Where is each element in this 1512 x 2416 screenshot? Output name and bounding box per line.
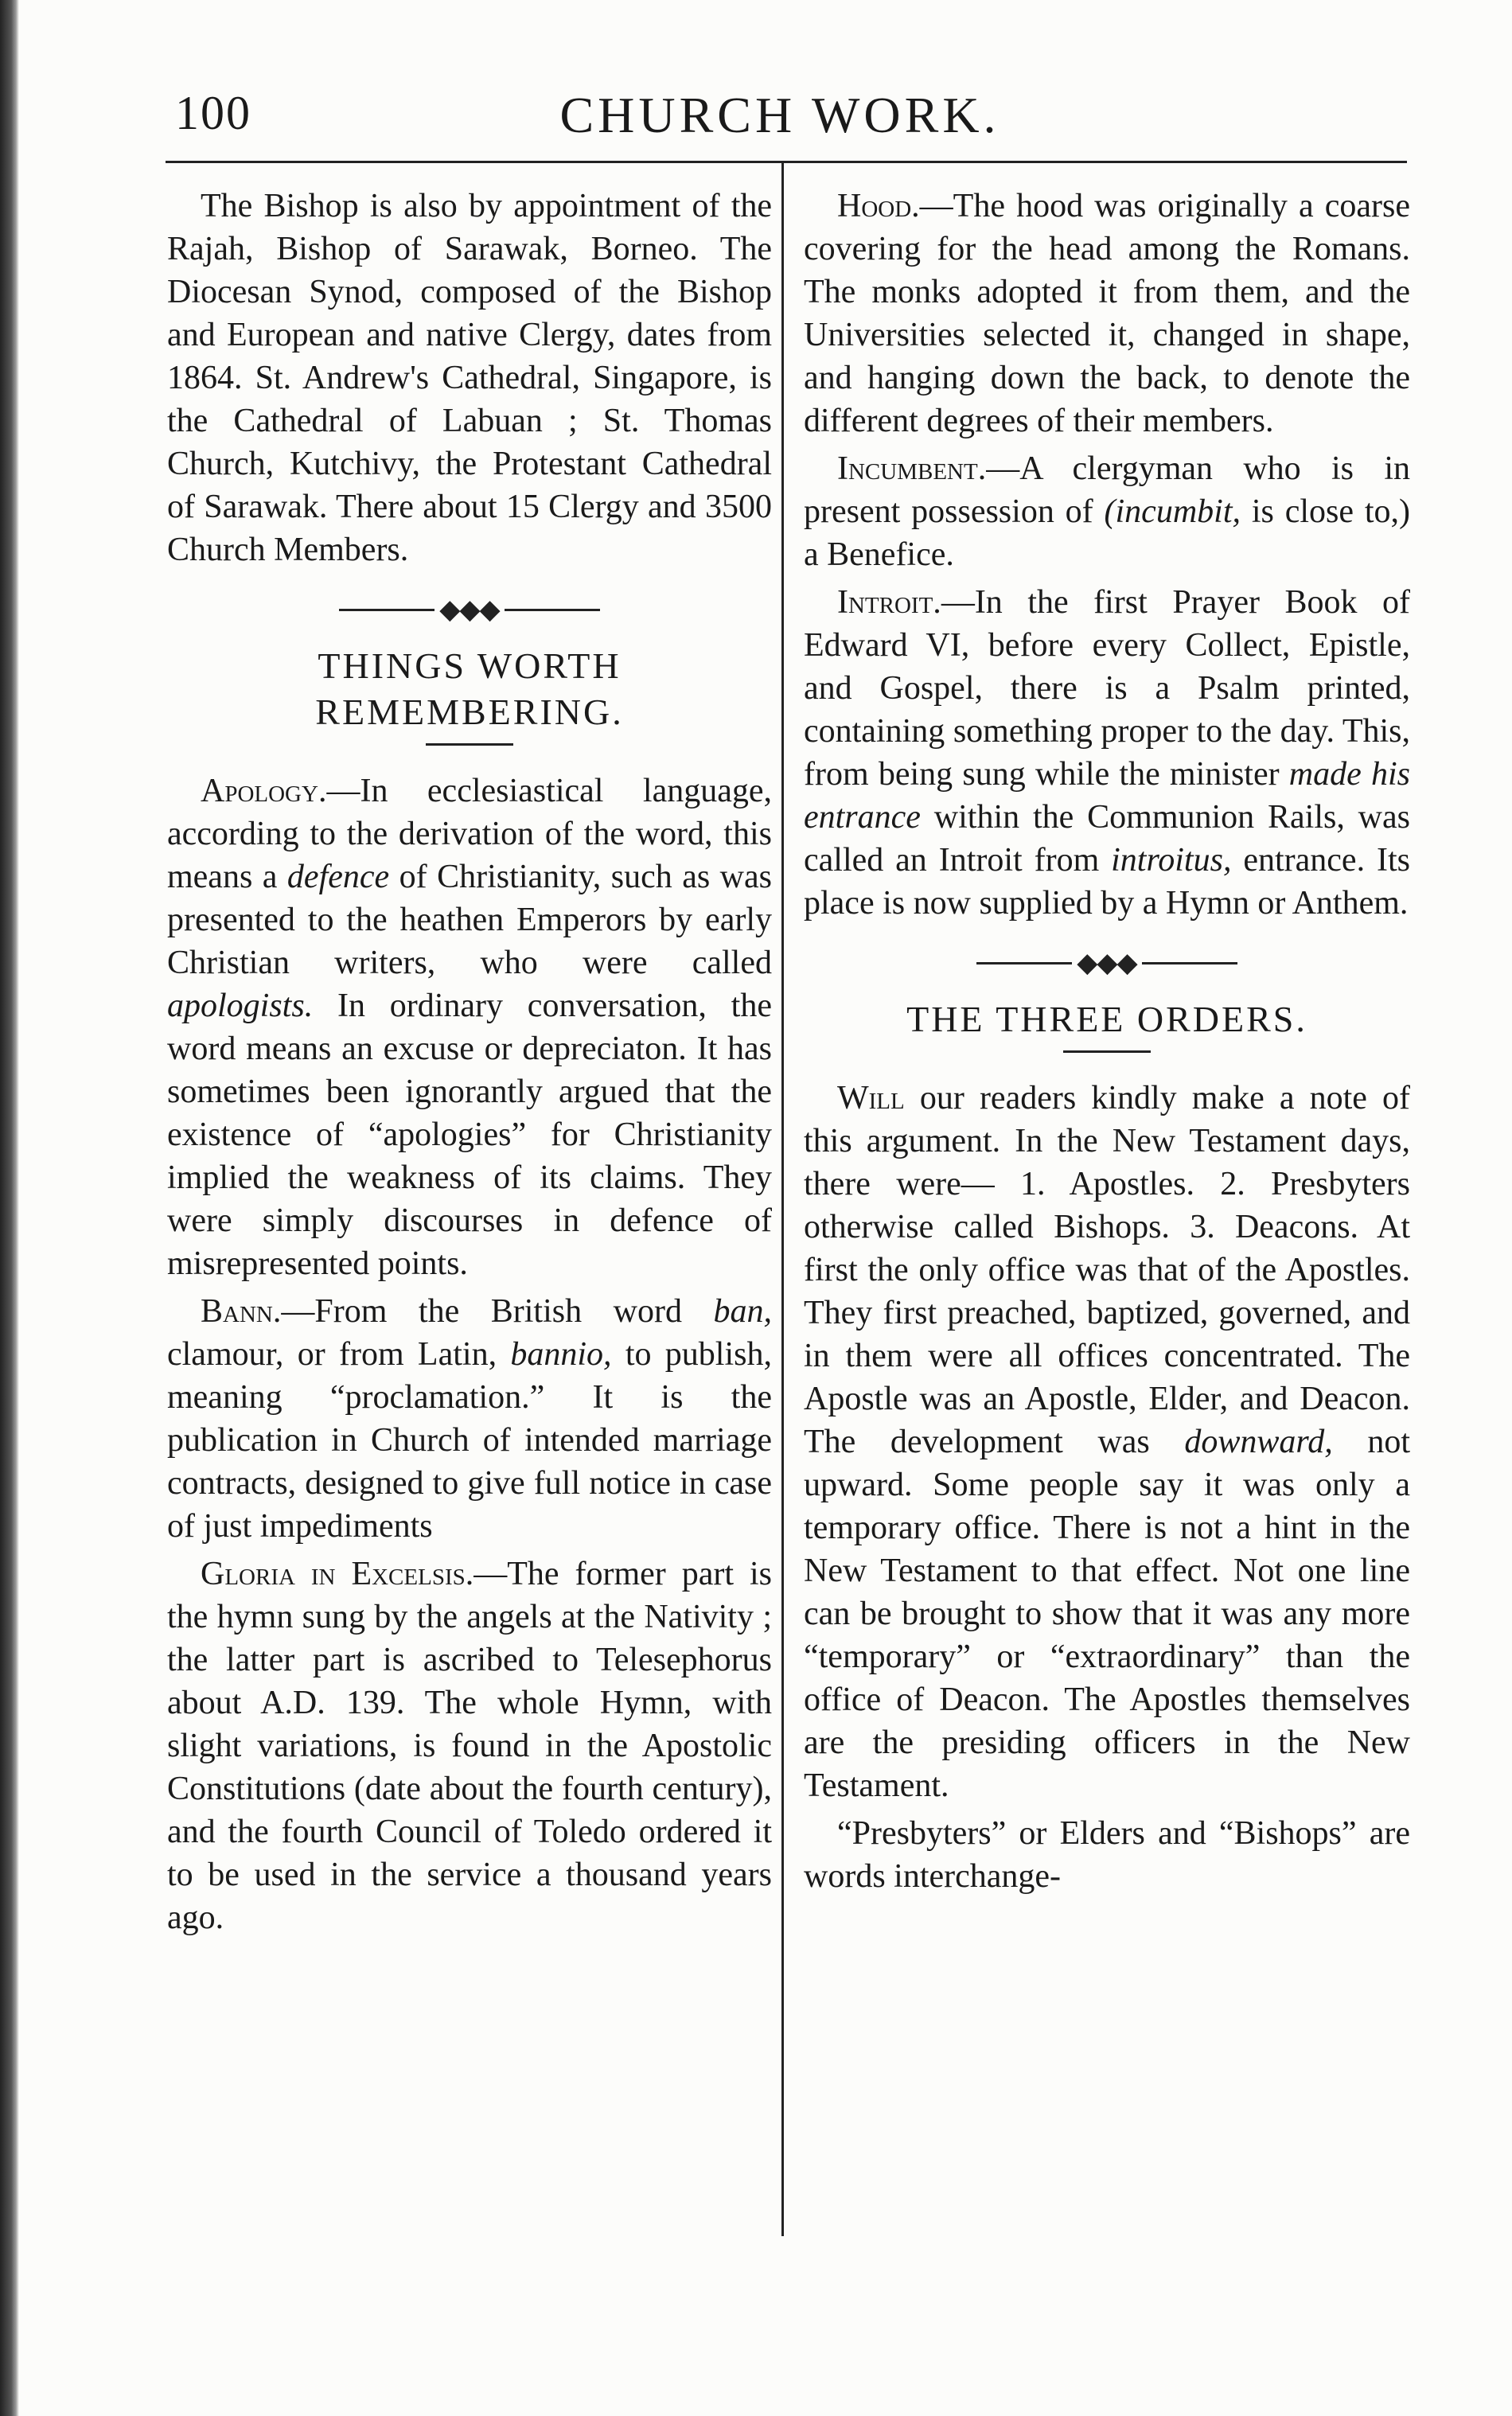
entry-term: Introit. bbox=[837, 584, 941, 621]
entry-bann: Bann.—From the British word ban, clamour, or from Latin, bannio, to publish, meaning “proclamation.” It is the publication in Church of intended marriage contracts, designed to give full notice in case of just impediments bbox=[167, 1292, 772, 1545]
section-ornament: ◆◆◆ bbox=[167, 587, 772, 630]
entry-term: Incumbent. bbox=[837, 450, 987, 487]
entry-term: Bann. bbox=[201, 1292, 282, 1330]
section-heading: THINGS WORTH REMEMBERING. bbox=[315, 645, 624, 732]
scan-edge bbox=[0, 0, 19, 2416]
heading-rule bbox=[1063, 1050, 1151, 1053]
entry-introit: Introit.—In the first Prayer Book of Edward VI, before every Collect, Epistle, and Gospel, there is a Psalm printed, containing something proper to the day. This, from being sung while the minister made his entrance within the Communion Rails, was called an Introit from introitus, entrance. Its place is now supplied by a Hymn or Anthem. bbox=[804, 584, 1410, 922]
running-title: CHURCH WORK. bbox=[559, 87, 1000, 143]
page-header bbox=[167, 86, 1393, 143]
three-orders-paragraph: Will our readers kindly make a note of this argument. In the New Testament days, there were— 1. Apostles. 2. Presbyters otherwise called Bishops. 3. Deacons. At first the only office was that of the Apostles. They first preached, baptized, governed, and in them were all offices concentrated. The Apostle was an Apostle, Elder, and Deacon. The development was downward, not upward. Some people say it was only a temporary office. There is not a hint in the New Testament to that effect. Not one line can be brought to show that it was any more “temporary” or “extraordinary” than the office of Deacon. The Apostles themselves are the presiding officers in the New Testament. bbox=[804, 1079, 1411, 1804]
page-number: 100 bbox=[175, 87, 251, 139]
intro-paragraph: The Bishop is also by appointment of the Rajah, Bishop of Sarawak, Borneo. The Diocesan Synod, composed of the Bishop and European and native Clergy, dates from 1864. St. Andrew's Cathedral, Singapore, is the Cathedral of Labuan ; St. Thomas Church, Kutchivy, the Protestant Cathedral of Sarawak. There about 15 Clergy and 3500 Church Members. bbox=[167, 188, 772, 568]
entry-hood: Hood.—The hood was originally a coarse covering for the head among the Romans. The monks adopted it from them, and the Universities selected it, changed in shape, and hanging down the back, to denote the different degrees of their members. bbox=[804, 188, 1410, 439]
column-divider bbox=[781, 163, 784, 2236]
heading-rule bbox=[426, 743, 513, 746]
left-column bbox=[167, 185, 772, 1944]
entry-term: Apology. bbox=[201, 772, 327, 809]
header-rule bbox=[166, 161, 1407, 163]
right-column bbox=[804, 185, 1410, 1903]
entry-apology: Apology.—In ecclesiastical language, according to the derivation of the word, this means a defence of Christianity, such as was presented to the heathen Emperors by early Christian writers, who were called apologists. In ordinary conversation, the word means an excuse or depreciaton. It has sometimes been ignorantly argued that the existence of “apologies” for Christianity implied the weakness of its claims. They were simply discourses in defence of misrepresented points. bbox=[167, 772, 772, 1282]
entry-incumbent: Incumbent.—A clergyman who is in present possession of (incumbit, is close to,) a Benefice. bbox=[804, 450, 1410, 573]
entry-gloria: Gloria in Excelsis.—The former part is the hymn sung by the angels at the Nativity ; the latter part is ascribed to Telesephorus about A.D. 139. The whole Hymn, with slight variations, is found in the Apostolic Constitutions (date about the fourth century), and the fourth Council of Toledo ordered it to be used in the service a thousand years ago. bbox=[167, 1555, 772, 1936]
section-heading: THE THREE ORDERS. bbox=[906, 998, 1307, 1039]
entry-term: Hood. bbox=[837, 188, 920, 224]
entry-term: Gloria in Excelsis. bbox=[201, 1555, 474, 1592]
section-ornament: ◆◆◆ bbox=[804, 941, 1410, 984]
presbyters-paragraph: “Presbyters” or Elders and “Bishops” are words interchange- bbox=[804, 1814, 1410, 1895]
